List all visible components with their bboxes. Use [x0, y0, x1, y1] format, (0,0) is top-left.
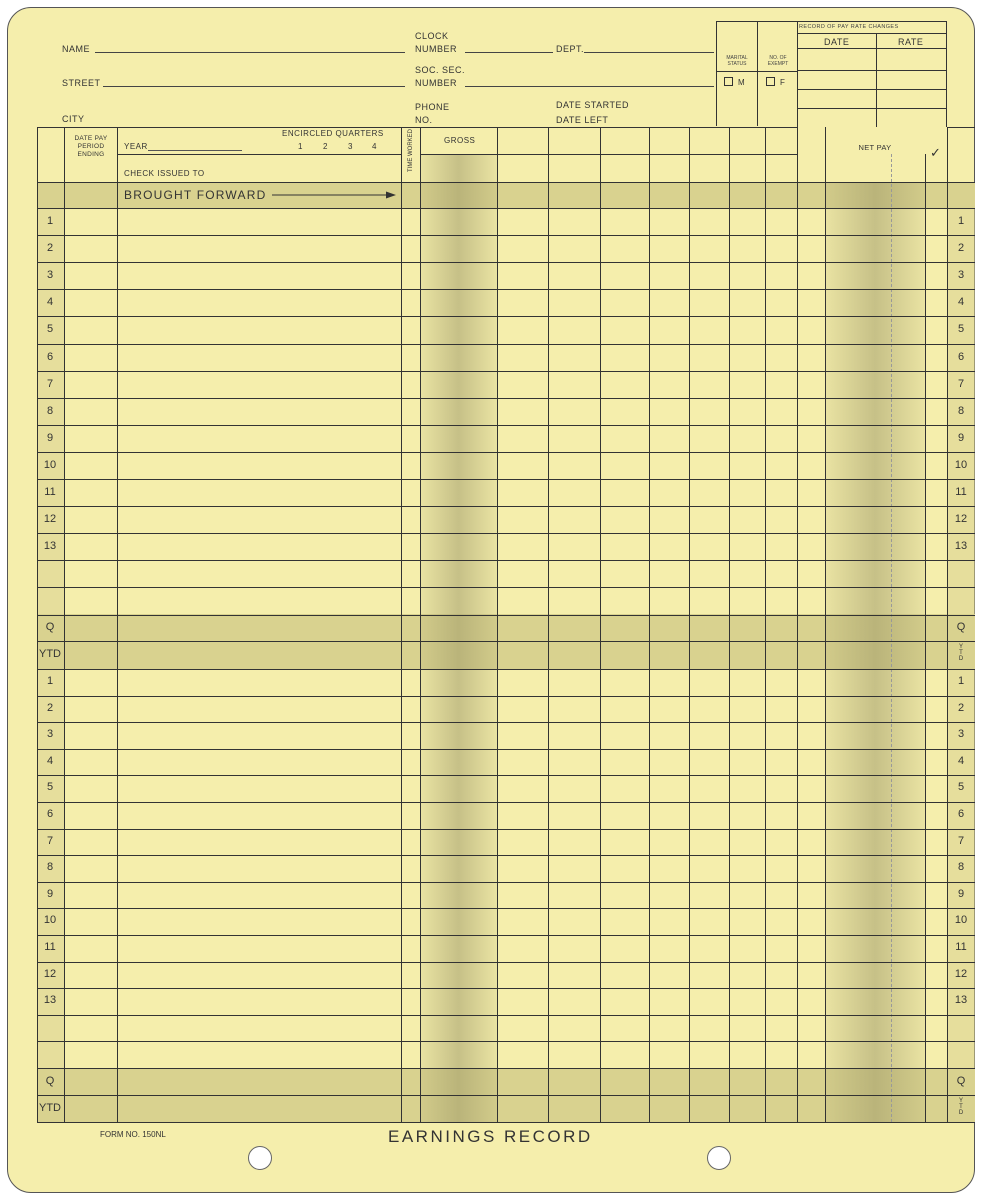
check-mark-icon: ✓: [930, 145, 942, 160]
quarter-1[interactable]: 1: [298, 142, 303, 151]
dept-label: DEPT.: [556, 44, 585, 54]
row-number-left: 10: [43, 914, 57, 926]
quarter-total-label: Q: [956, 1075, 966, 1087]
form-number: FORM NO. 150NL: [100, 1130, 166, 1139]
quarter-3[interactable]: 3: [348, 142, 353, 151]
row-number-left: 9: [46, 888, 54, 900]
street-label: STREET: [62, 78, 101, 88]
row-number-right: 2: [957, 242, 965, 254]
row-number-left: 6: [46, 351, 54, 363]
name-label: NAME: [62, 44, 91, 54]
ytd-total-label: YTD: [39, 1102, 61, 1114]
ytd-total-label: Y T D: [958, 644, 964, 662]
brought-forward-label: BROUGHT FORWARD: [124, 188, 267, 202]
row-number-left: 7: [46, 835, 54, 847]
row-number-left: 11: [44, 486, 56, 498]
row-number-left: 1: [46, 675, 54, 687]
net-pay-column-shade: [825, 182, 925, 1122]
binder-hole-left: [248, 1146, 272, 1170]
pay-rate-date-label: DATE: [824, 37, 850, 47]
marital-m-label: M: [738, 78, 746, 87]
soc-label-2: NUMBER: [415, 78, 458, 88]
exempt-label: NO. OF EXEMPT: [767, 55, 789, 67]
phone-label-1: PHONE: [415, 102, 450, 112]
arrow-right-icon: [272, 190, 397, 200]
quarter-2[interactable]: 2: [323, 142, 328, 151]
row-number-right: 3: [957, 269, 965, 281]
col-check-label: CHECK ISSUED TO: [124, 169, 205, 178]
pay-rate-rate-label: RATE: [898, 37, 924, 47]
soc-label-1: SOC. SEC.: [415, 65, 466, 75]
row-number-right: 8: [957, 405, 965, 417]
row-number-left: 6: [46, 808, 54, 820]
date-started-label: DATE STARTED: [556, 100, 630, 110]
row-number-left: 2: [46, 242, 54, 254]
ytd-total-label: Y T D: [958, 1098, 964, 1116]
row-number-right: 11: [955, 941, 967, 953]
quarter-total-label: Q: [956, 621, 966, 633]
col-gross-header: GROSS: [444, 136, 476, 145]
row-number-left: 3: [46, 728, 54, 740]
row-number-left: 2: [46, 702, 54, 714]
dept-field[interactable]: [584, 52, 714, 53]
row-number-left: 1: [46, 215, 54, 227]
row-number-left: 7: [46, 378, 54, 390]
row-number-right: 4: [957, 296, 965, 308]
year-field[interactable]: [148, 150, 242, 151]
row-number-left: 12: [43, 968, 57, 980]
row-number-left: 13: [43, 994, 57, 1006]
binder-hole-right: [707, 1146, 731, 1170]
col-quarters-label: ENCIRCLED QUARTERS: [282, 129, 384, 138]
clock-number-field[interactable]: [465, 52, 553, 53]
quarter-4[interactable]: 4: [372, 142, 377, 151]
col-time-header: TIME WORKED: [408, 129, 414, 172]
row-number-left: 11: [44, 941, 56, 953]
row-number-left: 8: [46, 405, 54, 417]
quarter-total-label: Q: [45, 621, 55, 633]
row-number-right: 1: [957, 675, 965, 687]
row-number-right: 13: [954, 540, 968, 552]
row-number-right: 5: [957, 781, 965, 793]
row-number-right: 5: [957, 323, 965, 335]
row-number-left: 10: [43, 459, 57, 471]
col-net-pay-header: NET PAY: [858, 143, 892, 152]
street-field[interactable]: [103, 86, 405, 87]
row-number-right: 6: [957, 351, 965, 363]
row-number-right: 9: [957, 888, 965, 900]
marital-f-checkbox[interactable]: [766, 77, 775, 86]
row-number-right: 3: [957, 728, 965, 740]
row-number-left: 5: [46, 781, 54, 793]
row-number-right: 11: [955, 486, 967, 498]
row-number-left: 3: [46, 269, 54, 281]
col-year-label: YEAR: [124, 142, 148, 151]
phone-label-2: NO.: [415, 115, 433, 125]
quarter-total-label: Q: [45, 1075, 55, 1087]
row-number-left: 5: [46, 323, 54, 335]
row-number-right: 10: [954, 914, 968, 926]
row-number-right: 12: [954, 968, 968, 980]
row-number-right: 2: [957, 702, 965, 714]
row-number-right: 8: [957, 861, 965, 873]
gross-column-shade: [420, 154, 497, 1122]
row-number-right: 7: [957, 835, 965, 847]
marital-m-checkbox[interactable]: [724, 77, 733, 86]
row-number-left: 9: [46, 432, 54, 444]
row-number-right: 1: [957, 215, 965, 227]
soc-sec-field[interactable]: [465, 86, 714, 87]
row-number-right: 13: [954, 994, 968, 1006]
date-left-label: DATE LEFT: [556, 115, 609, 125]
row-number-right: 10: [954, 459, 968, 471]
row-number-right: 6: [957, 808, 965, 820]
row-number-left: 13: [43, 540, 57, 552]
pay-rate-title: RECORD OF PAY RATE CHANGES: [799, 24, 899, 30]
row-number-right: 12: [954, 513, 968, 525]
row-number-left: 8: [46, 861, 54, 873]
marital-status-label: MARITAL STATUS: [726, 55, 748, 67]
row-number-left: 4: [46, 755, 54, 767]
clock-label-1: CLOCK: [415, 31, 449, 41]
col-date-header: DATE PAY PERIOD ENDING: [74, 135, 108, 158]
row-number-right: 7: [957, 378, 965, 390]
row-number-right: 9: [957, 432, 965, 444]
clock-label-2: NUMBER: [415, 44, 458, 54]
row-number-left: 4: [46, 296, 54, 308]
form-title: EARNINGS RECORD: [388, 1127, 593, 1146]
city-label: CITY: [62, 114, 85, 124]
marital-f-label: F: [780, 78, 786, 87]
row-number-left: 12: [43, 513, 57, 525]
name-field[interactable]: [95, 52, 405, 53]
row-number-right: 4: [957, 755, 965, 767]
ytd-total-label: YTD: [39, 648, 61, 660]
